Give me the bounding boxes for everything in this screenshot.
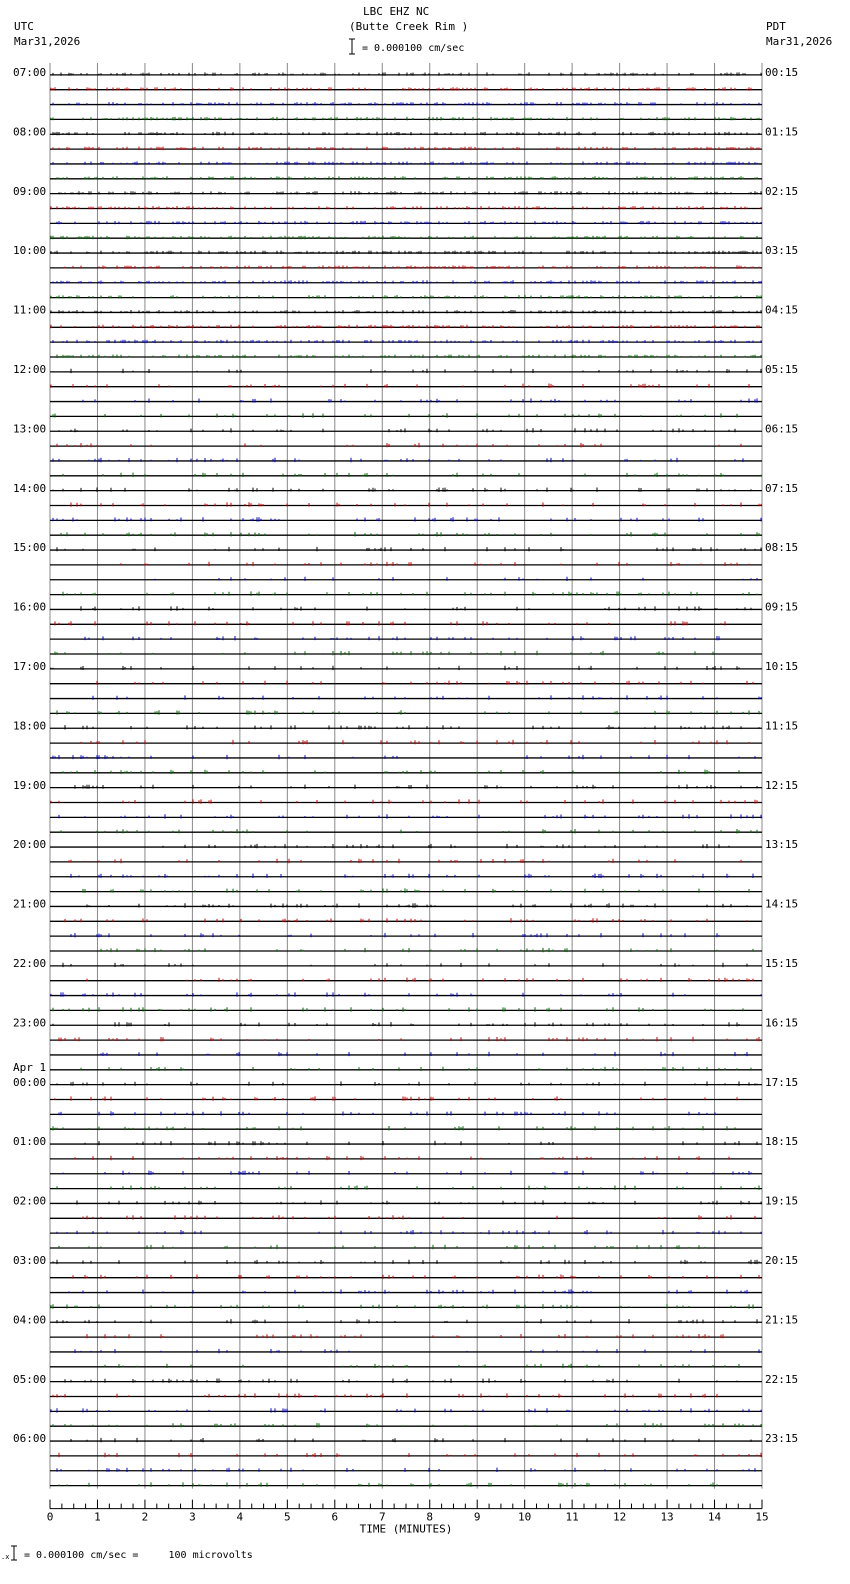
pdt-hour-label: 22:15: [765, 1372, 799, 1386]
x-tick-label: 6: [331, 1510, 339, 1524]
date-change-label: Apr 1: [13, 1060, 47, 1074]
pdt-hour-label: 00:15: [765, 66, 799, 79]
utc-hour-label: 01:00: [13, 1135, 47, 1149]
utc-hour-label: 06:00: [13, 1432, 47, 1446]
utc-hour-label: 10:00: [13, 244, 47, 258]
pdt-hour-label: 11:15: [765, 719, 799, 733]
pdt-hour-label: 09:15: [765, 600, 799, 614]
right-date: Mar31,2026: [766, 35, 833, 48]
pdt-hour-label: 07:15: [765, 481, 799, 495]
pdt-hour-label: 17:15: [765, 1075, 799, 1089]
pdt-hour-label: 02:15: [765, 184, 799, 198]
svg-text:.x: .x: [1, 1553, 10, 1561]
utc-hour-label: 21:00: [13, 897, 47, 911]
utc-hour-label: 12:00: [13, 363, 47, 376]
utc-hour-label: 17:00: [13, 660, 47, 673]
utc-hour-label: 08:00: [13, 125, 47, 139]
x-tick-label: 12: [612, 1510, 627, 1524]
pdt-hour-label: 16:15: [765, 1016, 799, 1030]
utc-hour-label: 23:00: [13, 1016, 47, 1030]
pdt-hour-label: 14:15: [765, 897, 799, 911]
x-tick-label: 1: [94, 1510, 101, 1524]
utc-hour-label: 20:00: [13, 838, 47, 852]
utc-hour-label: 14:00: [13, 481, 47, 495]
utc-hour-label: 02:00: [13, 1194, 47, 1208]
pdt-hour-label: 04:15: [765, 303, 799, 317]
pdt-hour-label: 06:15: [765, 422, 799, 436]
footer-scale-bar-icon: [0, 1544, 20, 1562]
pdt-hour-label: 20:15: [765, 1254, 799, 1267]
pdt-hour-label: 18:15: [765, 1135, 799, 1149]
utc-hour-label: 19:00: [13, 778, 47, 792]
pdt-hour-label: 15:15: [765, 957, 799, 970]
scale-label: = 0.000100 cm/sec: [362, 43, 465, 54]
pdt-hour-label: 01:15: [765, 125, 799, 139]
pdt-hour-label: 12:15: [765, 778, 799, 792]
utc-hour-label: 07:00: [13, 66, 47, 79]
x-tick-label: 11: [565, 1510, 579, 1524]
utc-hour-label: 00:00: [13, 1075, 47, 1089]
x-tick-label: 9: [473, 1510, 481, 1524]
pdt-hour-label: 03:15: [765, 244, 799, 258]
x-axis-label: TIME (MINUTES): [359, 1522, 453, 1536]
x-tick-label: 2: [141, 1510, 149, 1524]
utc-hour-label: 18:00: [13, 719, 47, 733]
left-timezone: UTC: [14, 20, 34, 33]
utc-hour-label: 15:00: [13, 541, 47, 555]
pdt-hour-label: 10:15: [765, 660, 799, 673]
x-tick-label: 13: [660, 1510, 674, 1524]
station-title: LBC EHZ NC: [363, 5, 430, 18]
utc-hour-label: 03:00: [13, 1254, 47, 1267]
x-tick-label: 4: [236, 1510, 244, 1524]
utc-hour-label: 05:00: [13, 1372, 47, 1386]
pdt-hour-label: 19:15: [765, 1194, 799, 1208]
x-tick-label: 15: [755, 1510, 769, 1524]
x-tick-label: 10: [518, 1510, 532, 1524]
x-tick-label: 7: [378, 1510, 386, 1524]
x-tick-label: 14: [707, 1510, 722, 1524]
utc-hour-label: 16:00: [13, 600, 47, 614]
right-timezone: PDT: [766, 20, 786, 33]
pdt-hour-label: 08:15: [765, 541, 799, 555]
utc-hour-label: 09:00: [13, 184, 47, 198]
station-location: (Butte Creek Rim ): [349, 20, 469, 33]
footer-scale-label: = 0.000100 cm/sec = 100 microvolts: [24, 1550, 253, 1561]
pdt-hour-label: 23:15: [765, 1432, 799, 1446]
x-tick-label: 3: [189, 1510, 196, 1524]
x-tick-label: 8: [426, 1510, 434, 1524]
utc-hour-label: 22:00: [13, 957, 47, 970]
utc-hour-label: 11:00: [13, 303, 47, 317]
x-tick-label: 0: [46, 1510, 54, 1524]
utc-hour-label: 13:00: [13, 422, 47, 436]
left-date: Mar31,2026: [14, 35, 81, 48]
pdt-hour-label: 21:15: [765, 1313, 799, 1327]
utc-hour-label: 04:00: [13, 1313, 47, 1327]
pdt-hour-label: 05:15: [765, 363, 799, 376]
pdt-hour-label: 13:15: [765, 838, 799, 852]
x-tick-label: 5: [284, 1510, 291, 1524]
